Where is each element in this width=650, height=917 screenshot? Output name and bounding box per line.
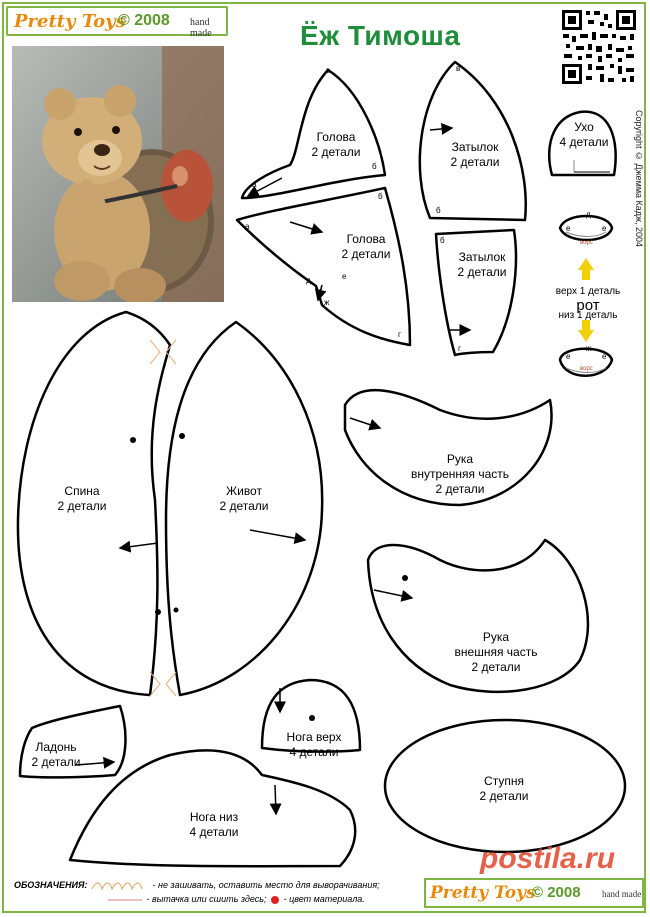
dart-line-icon <box>106 895 144 905</box>
piece-count: 2 детали <box>31 755 81 769</box>
piece-sub: внутренняя часть <box>410 467 510 481</box>
page-title: Ёж Тимоша <box>300 20 461 51</box>
mouth-bottom-label: низ 1 деталь <box>558 310 618 321</box>
red-dot-icon <box>269 895 281 905</box>
nape-bottom-outline <box>436 230 516 355</box>
piece-name: Ухо <box>574 120 594 134</box>
piece-count: 2 детали <box>341 247 391 261</box>
piece-name: Живот <box>226 484 262 498</box>
mouth-note: ворс <box>580 240 593 246</box>
mark-v: в <box>456 64 461 73</box>
piece-name: Рука <box>482 630 510 644</box>
brand-note: hand made <box>602 889 642 899</box>
leg-top-label <box>287 730 342 760</box>
piece-count: 4 детали <box>559 135 609 149</box>
mark-b: б <box>378 192 383 201</box>
legend <box>14 880 380 908</box>
mouth-label: рот <box>576 297 600 314</box>
brand-name: Pretty Toys <box>14 11 126 32</box>
brand-name: Pretty Toys <box>430 883 536 903</box>
brand-logo-footer <box>424 878 644 908</box>
belly-label <box>219 484 268 514</box>
mark-d: д <box>586 210 591 219</box>
nape-top-label <box>450 140 499 170</box>
piece-name: Голова <box>316 130 356 144</box>
piece-count: 2 детали <box>471 660 521 674</box>
palm-label <box>31 740 80 770</box>
watermark: postila.ru <box>480 842 616 875</box>
mark-v: в <box>326 66 331 75</box>
leg-bottom-outline <box>70 750 355 866</box>
piece-name: Рука <box>446 452 474 466</box>
mark-d: д <box>306 276 311 285</box>
head-top-label <box>311 130 360 160</box>
mark-e: е <box>566 224 571 233</box>
piece-name: Голова <box>346 232 386 246</box>
piece-name: Нога низ <box>189 810 239 824</box>
piece-count: 2 детали <box>57 499 107 513</box>
piece-count: 2 детали <box>450 155 500 169</box>
mark-e: е <box>566 352 571 361</box>
mark-e: е <box>602 352 607 361</box>
arm-inner-label <box>411 452 509 497</box>
piece-name: Спина <box>64 484 100 498</box>
mark-b: б <box>440 236 445 245</box>
piece-name: Затылок <box>451 140 499 154</box>
piece-name: Ладонь <box>35 740 77 754</box>
back-label <box>57 484 106 514</box>
mouth-top-label: верх 1 деталь <box>555 286 621 297</box>
piece-count: 4 детали <box>289 745 339 759</box>
piece-count: 2 детали <box>435 482 485 496</box>
piece-name: Нога верх <box>286 730 342 744</box>
mouth-note: ворс <box>580 366 593 372</box>
foot-label <box>479 774 528 804</box>
piece-name: Ступня <box>484 774 524 788</box>
mark-b: б <box>436 206 441 215</box>
mark-a: а <box>252 180 257 189</box>
head-side-outline <box>237 188 410 345</box>
brand-year: © 2008 <box>118 12 170 29</box>
mark-e: е <box>342 272 347 281</box>
legend-title: ОБОЗНАЧЕНИЯ: <box>14 880 88 890</box>
mark-zh: ж <box>586 344 592 353</box>
gap-stitch-icon <box>90 881 150 891</box>
legend-line2a: - вытачка или сшить здесь; <box>146 894 267 904</box>
piece-count: 2 детали <box>457 265 507 279</box>
ear-label <box>559 120 608 150</box>
mark-g: г <box>398 330 401 339</box>
legend-line1: - не зашивать, оставить место для выворачивания; <box>152 880 380 890</box>
mark-a: а <box>245 222 250 231</box>
brand-year: © 2008 <box>532 884 581 901</box>
mark-zh: ж <box>324 298 330 307</box>
arm-outer-label <box>455 630 538 675</box>
piece-count: 4 детали <box>189 825 239 839</box>
copyright-note: Copyright © Джемма Кадж, 2004 <box>634 110 644 248</box>
leg-bottom-label <box>189 810 238 840</box>
piece-sub: внешняя часть <box>454 645 538 659</box>
mark-b: б <box>372 162 377 171</box>
mark-g: г <box>458 344 461 353</box>
piece-count: 2 детали <box>219 499 269 513</box>
piece-name: Затылок <box>458 250 506 264</box>
piece-count: 2 детали <box>479 789 529 803</box>
piece-count: 2 детали <box>311 145 361 159</box>
mark-e: е <box>602 224 607 233</box>
head-side-label <box>341 232 390 262</box>
legend-line2b: - цвет материала. <box>283 894 365 904</box>
brand-note: hand made <box>190 17 212 39</box>
nape-bottom-label <box>457 250 506 280</box>
